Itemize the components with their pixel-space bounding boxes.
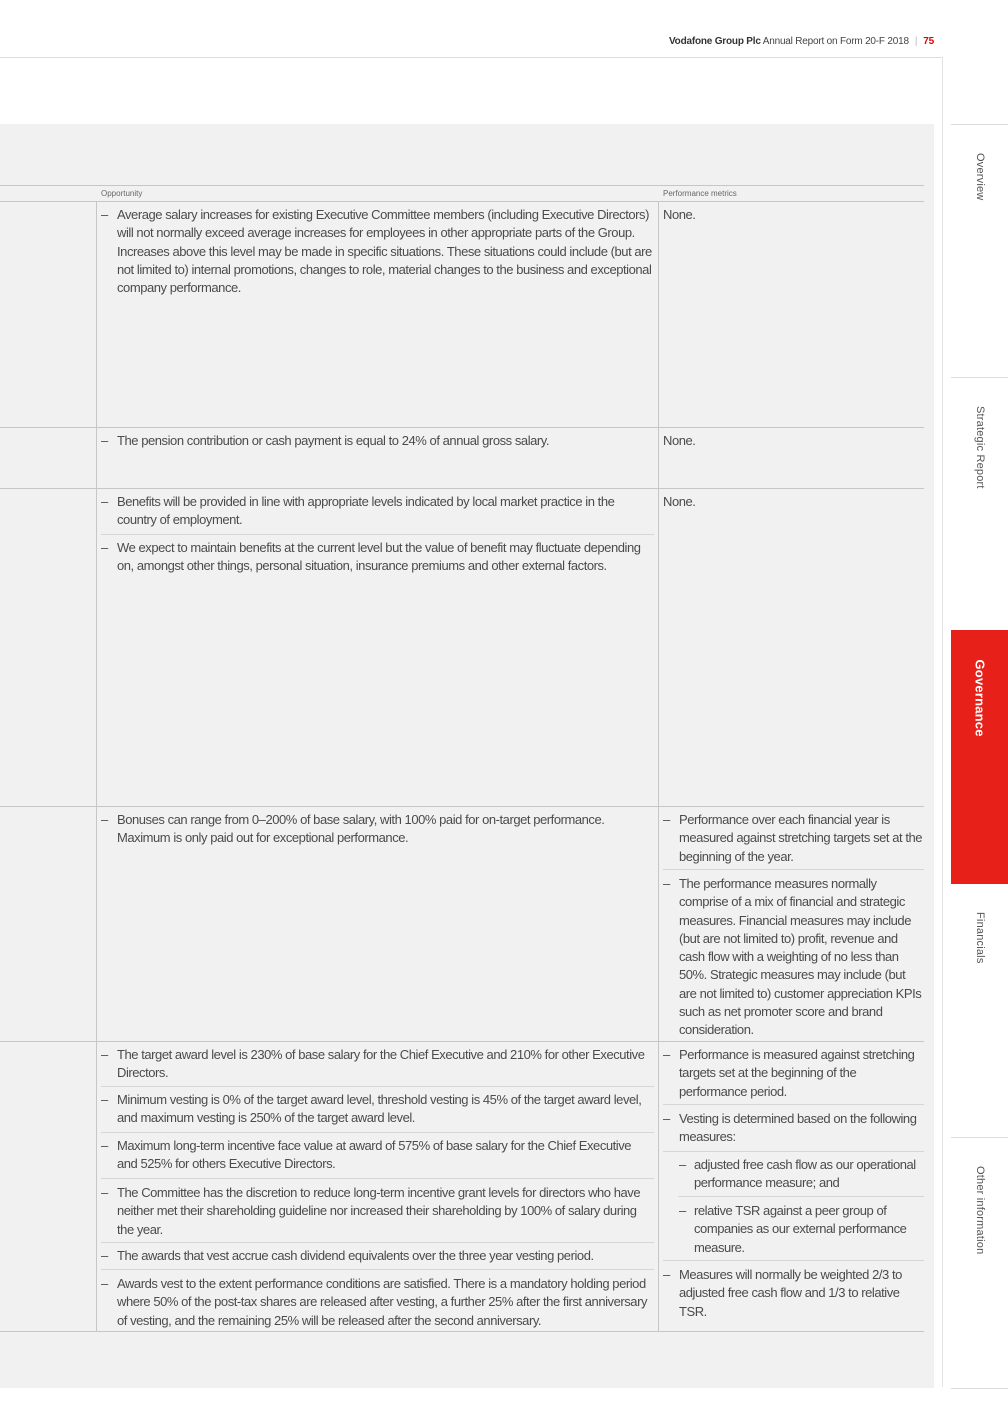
list-item: – Vesting is determined based on the following measures:	[663, 1111, 917, 1145]
list-item: – Measures will normally be weighted 2/3 to adjusted free cash flow and 1/3 to relative TSR.	[663, 1267, 902, 1319]
item-divider	[101, 1132, 654, 1133]
header-rule-bottom	[0, 201, 924, 202]
margin-rule	[942, 57, 943, 1387]
row-divider	[0, 427, 924, 428]
header-separator: |	[914, 36, 918, 47]
list-item: – Average salary increases for existing Executive Committee members (including Executive Directors) will not normally exceed average increases for employees in other appropriate parts of the Group. Increases above this level may be made in specific situations. These situations could include (but are not limited to) internal promotions, changes to role, material changes to the business and exceptional company performance.	[101, 207, 652, 296]
metrics-text: None.	[663, 433, 696, 448]
header-rule	[0, 57, 942, 58]
tab-overview[interactable]	[951, 125, 1008, 377]
list-subitem: – relative TSR against a peer group of companies as our external performance measure.	[679, 1203, 907, 1255]
list-item: – The pension contribution or cash payment is equal to 24% of annual gross salary.	[101, 433, 550, 448]
tab-label: Other information	[973, 1166, 986, 1255]
tab-label: Strategic Report	[973, 406, 986, 489]
page-header	[669, 36, 934, 47]
list-item: – The target award level is 230% of base salary for the Chief Executive and 210% for other Executive Directors.	[101, 1047, 645, 1081]
metrics-text: None.	[663, 494, 696, 509]
list-item: – Performance over each financial year is measured against stretching targets set at the beginning of the year.	[663, 812, 923, 864]
list-item: – The awards that vest accrue cash dividend equivalents over the three year vesting period.	[101, 1248, 594, 1263]
tab-other-information[interactable]	[951, 1138, 1008, 1388]
list-item: – We expect to maintain benefits at the current level but the value of benefit may fluctuate depending on, amongst other things, personal situation, insurance premiums and other external factors.	[101, 540, 641, 574]
tab-strategic-report[interactable]	[951, 378, 1008, 630]
list-item: – Performance is measured against stretching targets set at the beginning of the performance period.	[663, 1047, 915, 1099]
company-name: Vodafone Group Plc	[668, 36, 761, 47]
tab-governance[interactable]	[951, 630, 1008, 884]
table-top-rule	[0, 185, 924, 186]
tab-label: Governance	[972, 659, 987, 737]
page-number: 75	[923, 36, 934, 47]
report-title: Annual Report on Form 20-F 2018	[762, 36, 909, 47]
item-divider	[663, 869, 924, 870]
tab-financials[interactable]	[951, 884, 1008, 1136]
item-divider	[101, 1242, 654, 1243]
tab-divider	[951, 1388, 1008, 1389]
column-divider	[96, 201, 97, 1331]
list-item: – Benefits will be provided in line with appropriate levels indicated by local market practice in the country of employment.	[101, 494, 615, 528]
item-divider	[663, 1260, 924, 1261]
column-header-opportunity: Opportunity	[101, 189, 143, 198]
list-subitem: – adjusted free cash flow as our operational performance measure; and	[679, 1157, 916, 1191]
list-item: – The Committee has the discretion to reduce long-term incentive grant levels for directors who have neither met their shareholding guideline nor increased their shareholding by 100% of salary during the year.	[101, 1185, 641, 1237]
item-divider	[663, 1104, 924, 1105]
table-bottom-rule	[0, 1331, 924, 1332]
list-item: – Awards vest to the extent performance conditions are satisfied. There is a mandatory holding period where 50% of the post-tax shares are released after vesting, a further 25% after the first anniversary of vesting, and the remaining 25% will be released after the second anniversary.	[101, 1276, 648, 1328]
item-divider	[101, 534, 654, 535]
tab-label: Overview	[973, 153, 986, 201]
item-divider	[678, 1196, 924, 1197]
tab-label: Financials	[973, 912, 986, 964]
item-divider	[663, 1151, 924, 1152]
metrics-text: None.	[663, 207, 696, 222]
list-item: – The performance measures normally comprise of a mix of financial and strategic measures. Financial measures may include (but are not limited to) profit, revenue and cash flow with a weighting of no less than 50%. Strategic measures may include (but are not limited to) customer appreciation KPIs such as net promoter score and brand consideration.	[663, 876, 922, 1038]
list-item: – Minimum vesting is 0% of the target award level, threshold vesting is 45% of the target award level, and maximum vesting is 250% of the target award level.	[101, 1092, 642, 1126]
column-divider	[658, 201, 659, 1331]
column-header-metrics: Performance metrics	[663, 189, 737, 198]
row-divider	[0, 1041, 924, 1042]
item-divider	[101, 1086, 654, 1087]
list-item: – Bonuses can range from 0–200% of base salary, with 100% paid for on-target performance. Maximum is only paid out for exceptional performance.	[101, 812, 605, 846]
row-divider	[0, 488, 924, 489]
list-item: – Maximum long-term incentive face value at award of 575% of base salary for the Chief Executive and 525% for others Executive Directors.	[101, 1138, 632, 1172]
row-divider	[0, 806, 924, 807]
item-divider	[101, 1269, 654, 1270]
item-divider	[101, 1178, 654, 1179]
